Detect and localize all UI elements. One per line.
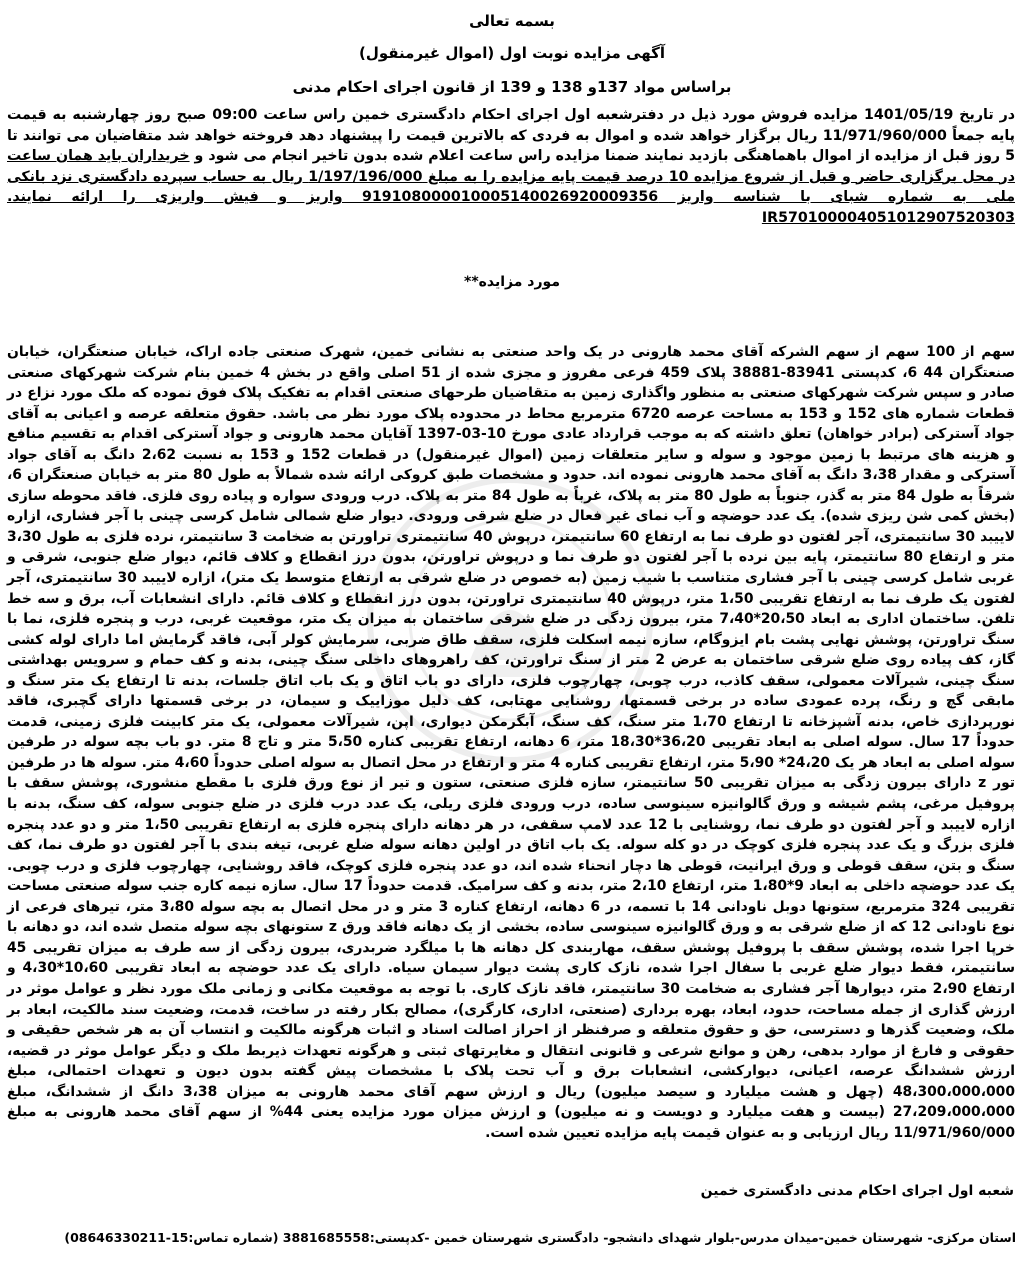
property-description: سهم از 100 سهم از سهم الشرکه آقای محمد هارونی در یک واحد صنعتی به نشانی خمین، شهرک صنعتی جاده اراک، خیابان صنعتگران، خیابان صنعتگران 44 6، کدپستی 83941-38881 پلاک 459 فرعی مفروز و مجزی شده از 51 اصلی واقع در بخش 4 خمین بنام شرکت شهرکهای صنعتی صادر و سپس شرکت شهرکهای صنعتی به منظور واگذاری زمین به متقاضیان طرحهای صنعتی اقدام به تفکیک پلاک فوق نموده که ملک مورد نزاع در قطعات شماره های 152 و 153 به مساحت عرصه 6720 مترمربع محاط در محدوده پلاک مورد نظر می باشد. حقوق متعلقه عرصه و اعیانی به آقای جواد آسترکی (برادر خواهان) تعلق داشته که به موجب قرارداد عادی مورخ 10-03-1397 آقایان محمد هارونی و جواد آسترکی اقدام به تقسیم منافع و هزینه های مرتبط با زمین موجود و سوله و سایر متعلقات زمین (اموال غیرمنقول) در قطعات 152 و 153 به نسبت 2،62 دانگ به آقای جواد آسترکی و مقدار 3،38 دانگ به آقای محمد هارونی نموده اند. حدود و مشخصات طبق کروکی ارائه شده شمالاً به طول 80 متر به خیابان صنعتگران 6، شرقاً به طول 84 متر به گذر، جنوباً به طول 80 متر به پلاک، غرباً به طول 84 متر به پلاک. درب ورودی سواره و پیاده روی فلزی. فاقد محوطه سازی (بخش کمی شن ریزی شده). یک عدد حوضچه و آب نمای غیر فعال در ضلع شرقی ورودی. دیوار ضلع شمالی شامل کرسی چینی با آجر فشاری، ازاره لاییبد 30 سانتیمتری، آجر لفتون دو طرف نما به ارتفاع 60 سانتیمتر، درپوش 40 سانتیمتری تراورتن به ضخامت 3 سانتیمتر، نرده فلزی به طول 3،30 متر و ارتفاع 80 سانتیمتر، پایه بین نرده با آجر لفتون دو طرف نما و درپوش تراورتن، بدون درز انقطاع و کلاف قائم، دیوار ضلع جنوبی، شرقی و غربی شامل کرسی چینی با آجر فشاری متناسب با شیب زمین (به خصوص در ضلع شرقی به ارتفاع متوسط یک متر)، ازاره لاییبد 30 سانتیمتری، آجر لفتون یک طرف نما به ارتفاع تقریبی 1،50 متر، درپوش 40 سانتیمتری تراورتن، بدون درز انقطاع و کلاف قائم. دارای انشعابات آب، برق و سه خط تلفن. ساختمان اداری به ابعاد 20،50*7،40 متر، بیرون زدگی در ضلع شرقی ساختمان به میزان یک متر، موقعیت غربی، درب و پنجره فلزی، نما با سنگ تراورتن، پوشش نهایی پشت بام ایزوگام، سازه نیمه اسکلت فلزی، سقف طاق ضربی، سرمایش کولر آبی، فاقد گرمایش اما دارای لوله کشی گاز، کف پیاده روی ضلع شرقی ساختمان به عرض 2 متر از سنگ تراورتن، کف راهروهای داخلی سنگ چینی، بدنه و کف حمام و سرویس بهداشتی سنگ چینی، شیرآلات معمولی، سقف کاذب، درب چوبی، چهارچوب فلزی، دارای دو باب اتاق و یک باب اتاق جلسات، بدنه تا ارتفاع یک متر سنگ و مابقی گچ و رنگ، پرده عمودی ساده در برخی قسمتها، روشنایی مهتابی، کف دلیل موزاییک و سیمان، در برخی قسمتها دارای گچبری، فاقد نورپردازی خاص، بدنه آشپزخانه تا ارتفاع 1،70 متر سنگ، کف سنگ، آبگرمکن دیواری، اپن، شیرآلات معمولی، یک متر کابینت فلزی زمینی، قدمت حدوداً 17 سال. سوله اصلی به ابعاد تقریبی 36،20*18،30 متر، 6 دهانه، ارتفاع تقریبی کناره 5،50 متر و تاج 8 متر. دو باب بچه سوله در طرفین سوله اصلی به ابعاد هر یک 24،20* 5،90 متر، ارتفاع تقریبی کناره 4 متر و ارتفاع در محل اتصال به سوله اصلی حدوداً 4،60 متر. سوله ها در طرفین تور z دارای بیرون زدگی به میزان تقریبی 50 سانتیمتر، سازه فلزی صنعتی، ستون و تیر از نوع ورق فلزی با مقطع منشوری، پوشش سقف با پروفیل مرغی، پشم شیشه و ورق گالوانیزه سینوسی ساده، درب ورودی فلزی ریلی، یک عدد درب فلزی در ضلع جنوبی سوله، کف سنگ، بدنه با ازاره لاییبد و آجر لفتون دو طرف نما، روشنایی با 12 عدد لامپ سقفی، در هر دهانه دارای پنجره فلزی به ارتفاع تقریبی 1،50 متر و دو عدد پنجره فلزی بزرگ و یک عدد پنجره فلزی کوچک در دو کله سوله. یک باب اتاق در اولین دهانه سوله ضلع غربی، تیغه بندی با آجر لفتون دو طرف نما، کف سنگ و بتن، سقف قوطی و ورق ایرانیت، قوطی ها دچار انحناء شده اند، دو عدد پنجره فلزی کوچک، فاقد روشنایی، چهارچوب فلزی و درب چوبی. یک عدد حوضچه داخلی به ابعاد 9*1،80 متر، ارتفاع 2،10 متر، بدنه و کف سرامیک. قدمت حدوداً 17 سال. سازه نیمه کاره جنب سوله صنعتی مساحت تقریبی 324 مترمربع، ستونها دوبل ناودانی 14 با تسمه، در 6 دهانه، ارتفاع کناره 3 متر و در محل اتصال به بچه سوله 3،80 متر، تیرهای فرعی از نوع ناودانی 12 که از ضلع شرقی به و ورق گالوانیزه سینوسی ساده، بخشی از یک دهانه فاقد ورق z ستونهای بچه سوله متصل شده اند، دو دهانه با خرپا اجرا شده، پوشش سقف با پروفیل پوشش سقف، مهاربندی کل دهانه ها با میلگرد ضربدری، بیرون زدگی از سه طرف به میزان تقریبی 45 سانتیمتر، فقط دیوار ضلع غربی با سفال اجرا شده، نازک کاری پشت دیوار سیمان سیاه. دارای یک عدد حوضچه به ابعاد تقریبی 10،60*4،30 و ارتفاع 2،90 متر، دیوارها آجر فشاری به ضخامت 30 سانتیمتر، فاقد نازک کاری. با توجه به موقعیت مکانی و زمانی ملک مورد نظر و عوامل موثر در ارزش گذاری از جمله مساحت، حدود، ابعاد، بهره برداری (صنعتی، اداری، کارگری)، مصالح بکار رفته در ساخت، قدمت، وضعیت سند مالکیت، ابعاد بر ملک، وضعیت گذرها و دسترسی، حق و حقوق متعلقه و صرفنظر از احراز اصالت اسناد و اثبات هرگونه مالکیت و انتساب آن به هر شخص حقیقی و حقوقی و فارغ از موارد بدهی، رهن و موانع شرعی و قانونی انتقال و مغایرتهای ثبتی و هرگونه تعهدات ذیربط ملک و دیگر عوامل موثر در قضیه، ارزش ششدانگ عرصه، اعیانی، دیوارکشی، انشعابات برق و آب تحت پلاک با مشخصات پیش گفته بدون دیون و تعهدات احتمالی، مبلغ 48،300،000،000 (چهل و هشت میلیارد و سیصد میلیون) ریال و ارزش سهم آقای محمد هارونی به میزان 3،38 دانگ از ششدانگ، مبلغ 27،209،000،000 (بیست و هفت میلیارد و دویست و نه میلیون) و ارزش میزان مورد مزایده یعنی 44% از سهم آقای محمد هارونی به مبلغ 11/971/960/000 ریال ارزیابی و به عنوان قیمت پایه مزایده تعیین شده است. [7,344,1016,1141]
basmala: بسمه تعالی [469,12,555,30]
notice-subtitle: براساس مواد 137و 138 و 139 از قانون اجرای احکام مدنی [292,78,732,96]
contact-address: استان مرکزی- شهرستان خمین-میدان مدرس-بلوار شهدای دانشجو- دادگستری شهرستان خمین -کدپستی:3881685558 (شماره تماس:15-08646330211) [64,1230,1016,1245]
intro-deposit-text: خریداران باید همان ساعت در محل برگزاری حاضر و قبل از شروع مزایده 10 درصد قیمت پایه مزایده را به مبلغ 1/197/196/000 ریال به حساب سپرده دادگستری نزد بانکی ملی به شماره شبای با شناسه واریز 919108000010005140026920009356 واریز و فیش واریزی را ارائه نمایند. IR570100004051012907520303 [7,148,1015,226]
intro-text: در تاریخ 1401/05/19 مزایده فروش مورد ذیل در دفترشعبه اول اجرای احکام دادگستری خمین راس ساعت 09:00 صبح روز چهارشنبه به قیمت پایه جمعاً 11/971/960/000 ریال برگزار خواهد شده و اموال به فردی که بالاترین قیمت را پیشنهاد دهد فروخته خواهد شد متقاضیان می توانند تا 5 روز قبل از مزایده از اموال باهماهنگی بازدید نمایند ضمنا مزایده راس ساعت اعلام شده بدون تاخیر انجام می شود و [7,107,1016,164]
intro-paragraph [7,105,1015,228]
issuing-office: شعبه اول اجرای احکام مدنی دادگستری خمین [700,1183,1014,1199]
subject-heading: مورد مزایده** [464,274,560,290]
notice-title: آگهی مزایده نوبت اول (اموال غیرمنقول) [358,44,666,62]
